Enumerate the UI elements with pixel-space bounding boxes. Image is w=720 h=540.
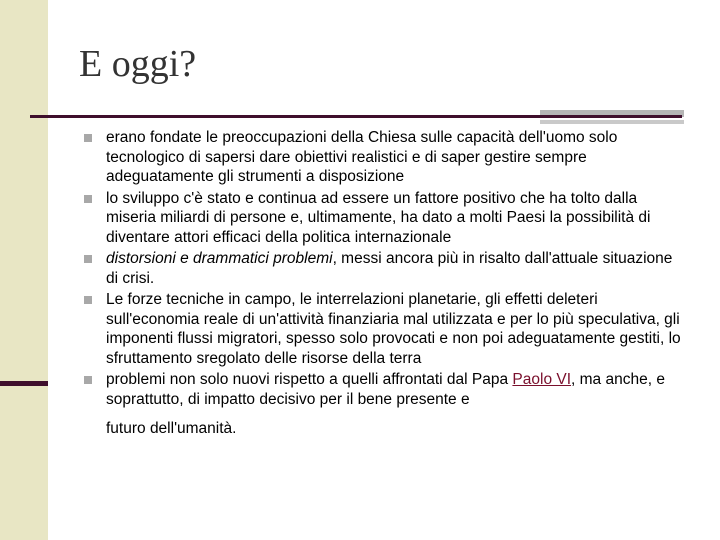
bullet-square-icon xyxy=(84,134,92,142)
bullet-text: , messi ancora più in risalto dall'attuale situazione di crisi. xyxy=(106,250,673,287)
list-item xyxy=(84,370,684,439)
bullet-square-icon xyxy=(84,376,92,384)
left-decor-bar xyxy=(0,381,48,386)
paolo-vi-link[interactable]: Paolo VI xyxy=(512,371,572,388)
list-item xyxy=(84,128,684,187)
list-item xyxy=(84,290,684,368)
bullet-text: erano fondate le preoccupazioni della Chiesa sulle capacità dell'uomo solo tecnologico di sapersi dare obiettivi realistici e di saper gestire sempre adeguatamente gli strumenti a disposizione xyxy=(106,129,618,185)
bullet-text: Le forze tecniche in campo, le interrelazioni planetarie, gli effetti deleteri sull'economia reale di un'attività finanziaria mal utilizzata e per lo più speculativa, gli imponenti flussi migratori, spesso solo provocati e non poi adeguatamente gestiti, lo sfruttamento sregolato delle risorse della terra xyxy=(106,291,681,367)
list-item xyxy=(84,189,684,248)
bullet-text-last-line: futuro dell'umanità. xyxy=(106,420,237,437)
bullet-text: , ma anche, e soprattutto, di impatto decisivo per il bene presente e xyxy=(106,371,665,408)
bullet-square-icon xyxy=(84,195,92,203)
title-rule xyxy=(30,115,682,118)
bullet-square-icon xyxy=(84,255,92,263)
list-item xyxy=(84,249,684,288)
bullet-square-icon xyxy=(84,296,92,304)
bullet-text-emphasis: distorsioni e drammatici problemi xyxy=(106,250,333,267)
slide-title: E oggi? xyxy=(79,43,197,85)
title-rule-accent-lower xyxy=(540,120,684,124)
bullet-text: problemi non solo nuovi rispetto a quelli affrontati dal Papa xyxy=(106,371,513,388)
bullet-list xyxy=(84,128,684,441)
bullet-text: lo sviluppo c'è stato e continua ad essere un fattore positivo che ha tolto dalla miseria miliardi di persone e, ultimamente, ha dato a molti Paesi la possibilità di diventare attori efficaci della politica internazionale xyxy=(106,189,651,246)
left-decor-strip xyxy=(0,0,48,540)
